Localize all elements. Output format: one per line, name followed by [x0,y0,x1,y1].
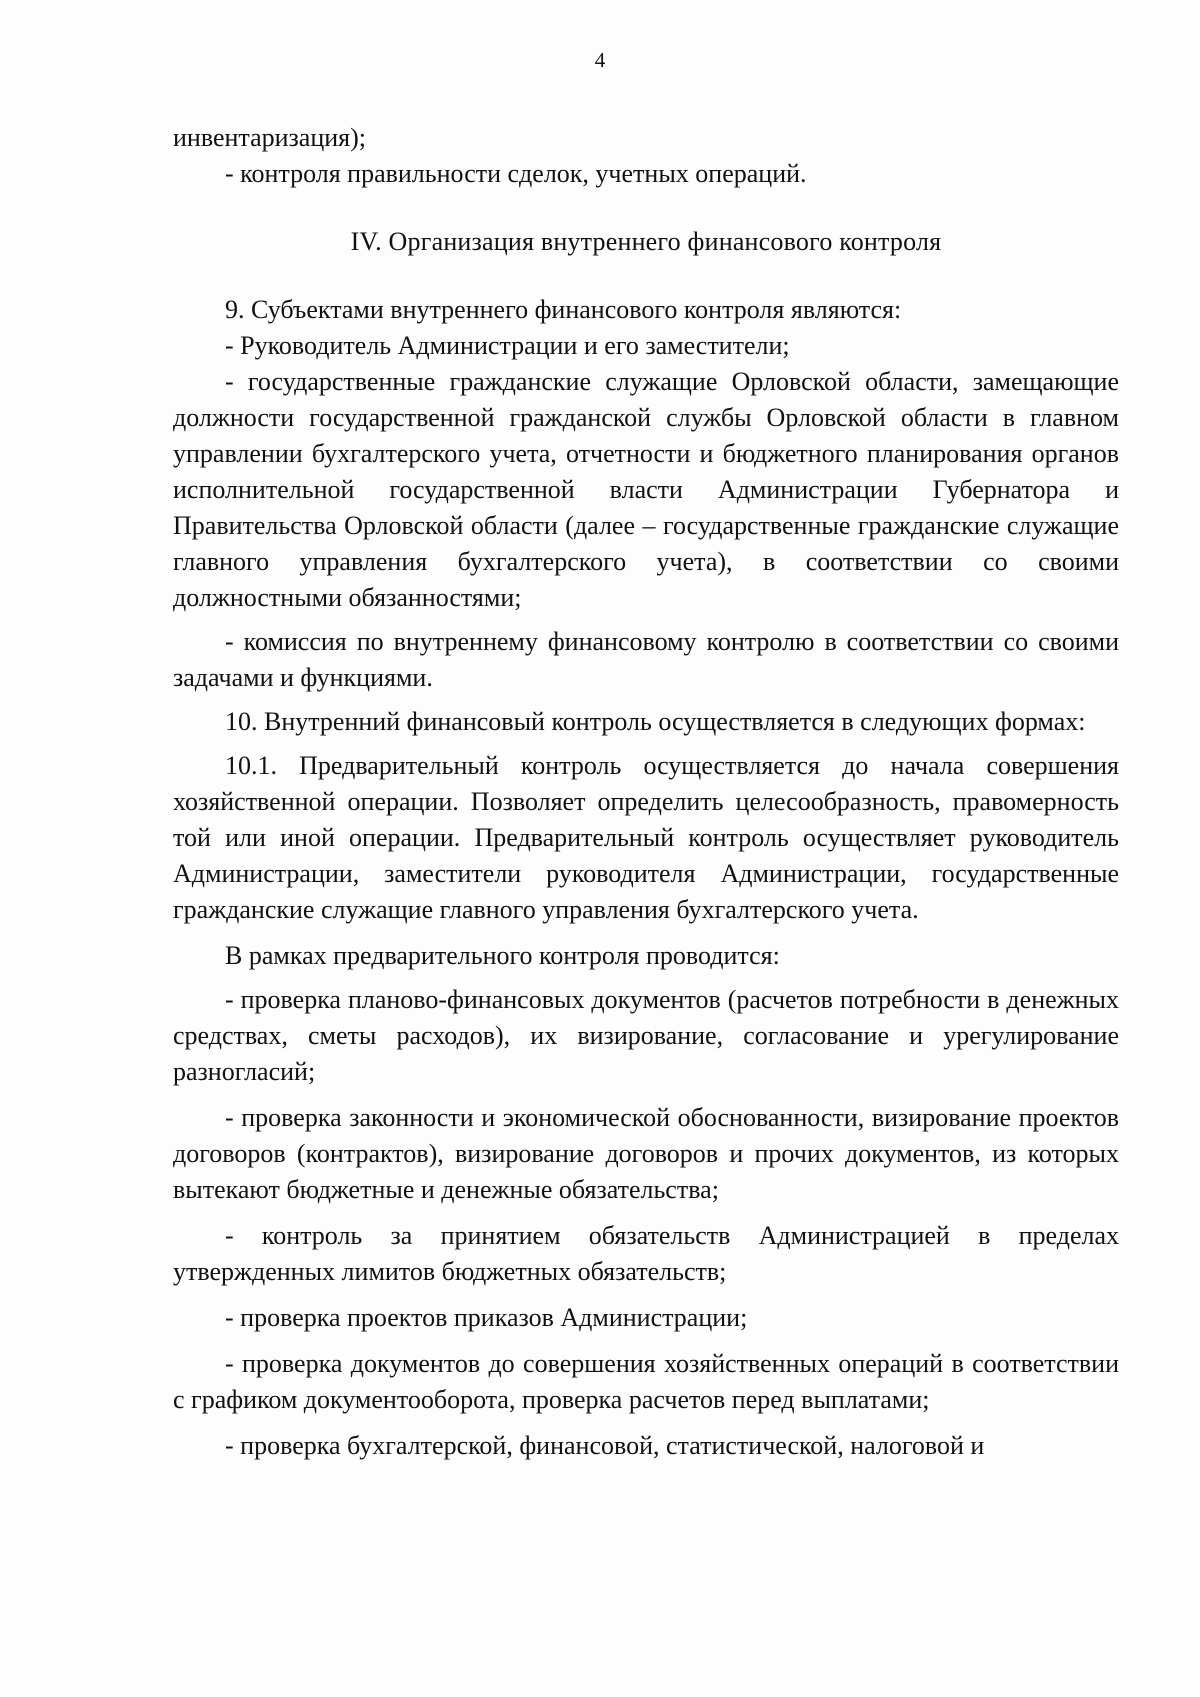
document-body [173,120,1119,1464]
paragraph-continuation: инвентаризация); [173,123,367,152]
paragraph-reporting-check: - проверка бухгалтерской, финансовой, статистической, налоговой и [225,1431,985,1460]
page-number: 4 [594,48,606,72]
paragraph-civil-servants: - государственные гражданские служащие Орловской области, замещающие должности государственной гражданской службы Орловской области в главном управлении бухгалтерского учета, отчетности и бюджетного планирования органов исполнительной государственной власти Администрации Губернатора и Правительства Орловской области (далее – государственные гражданские служащие главного управления бухгалтерского учета), в соответствии со своими должностными обязанностями; [173,367,1119,612]
paragraph-commission: - комиссия по внутреннему финансовому контролю в соответствии со своими задачами и функциями. [173,627,1119,692]
paragraph-preliminary-intro: В рамках предварительного контроля проводится: [225,941,780,970]
paragraph-orders-check: - проверка проектов приказов Администрации; [225,1303,748,1332]
paragraph-9-subjects: 9. Субъектами внутреннего финансового контроля являются: [225,295,902,324]
paragraph-10-1-preliminary: 10.1. Предварительный контроль осуществляется до начала совершения хозяйственной операции. Позволяет определить целесообразность, правомерность той или иной операции. Предварительный контроль осуществляет руководитель Администрации, заместители руководителя Администрации, государственные гражданские служащие главного управления бухгалтерского учета. [173,751,1119,924]
paragraph-legality-check: - проверка законности и экономической обоснованности, визирование проектов договоров (контрактов), визирование договоров и прочих документов, из которых вытекают бюджетные и денежные обязательства; [173,1103,1119,1204]
paragraph-plan-finance-check: - проверка планово-финансовых документов (расчетов потребности в денежных средствах, сметы расходов), их визирование, согласование и урегулирование разногласий; [173,985,1119,1086]
paragraph-10-forms: 10. Внутренний финансовый контроль осуществляется в следующих формах: [225,707,1086,736]
paragraph-obligations-control: - контроль за принятием обязательств Администрацией в пределах утвержденных лимитов бюджетных обязательств; [173,1221,1119,1286]
paragraph-head-and-deputies: - Руководитель Администрации и его заместители; [225,331,790,360]
paragraph-control-correctness: - контроля правильности сделок, учетных операций. [225,159,807,188]
paragraph-documents-check: - проверка документов до совершения хозяйственных операций в соответствии с графиком документооборота, проверка расчетов перед выплатами; [173,1349,1119,1414]
section-heading: IV. Организация внутреннего финансового контроля [350,227,942,256]
